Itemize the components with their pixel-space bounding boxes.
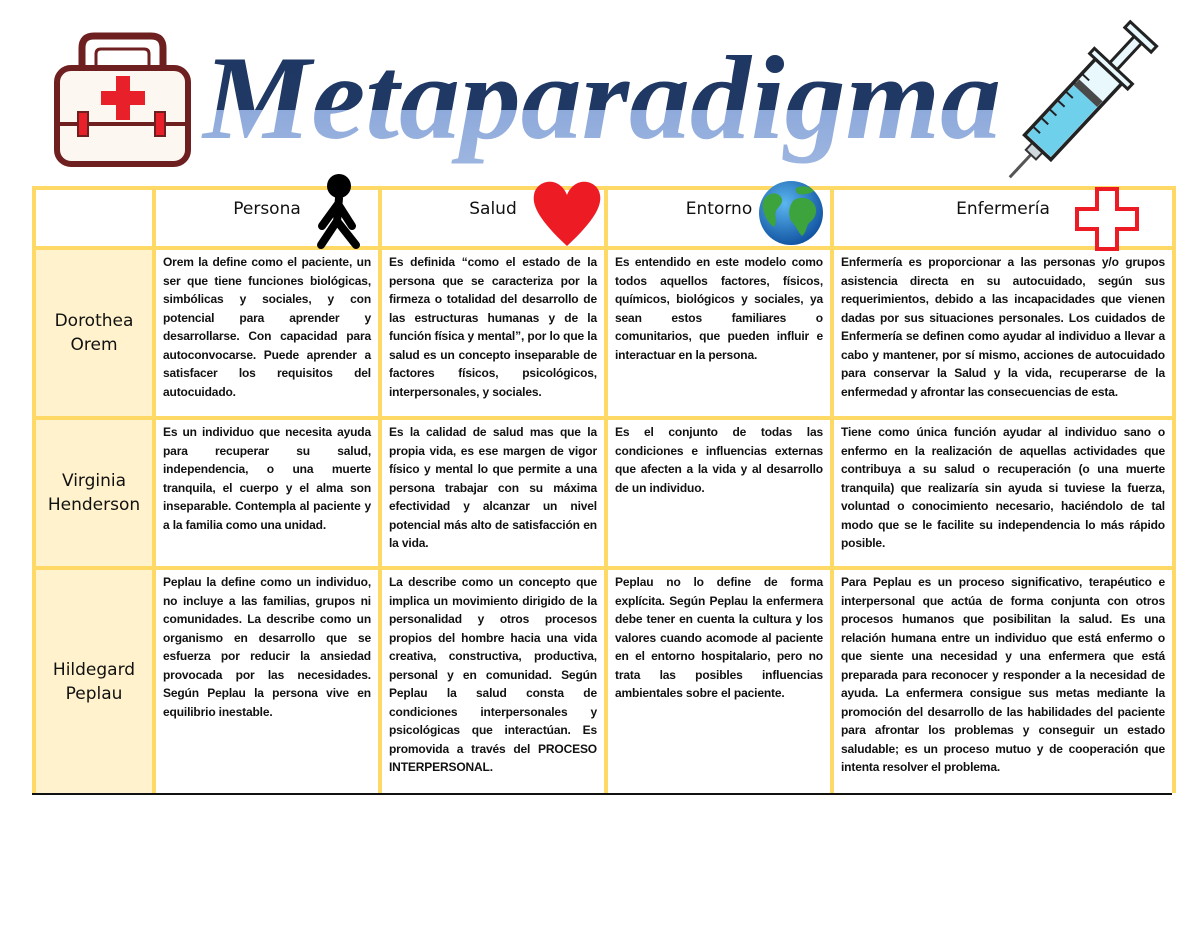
cell-persona: Orem la define como el paciente, un ser que tiene funciones biológicas, simbólicas y sociales, y con potencial para aprender y desarrollarse. Con capacidad para autoconvocarse. Puede aprender a satisfacer los requisitos del autocuidado. xyxy=(154,248,380,418)
cell-entorno: Peplau no lo define de forma explícita. Según Peplau la enfermera debe tener en cuenta la cultura y los valores cuando acomode al paciente en el entorno hospitalario, pero no trata las posibles influencias ambientales sobre el paciente. xyxy=(606,568,832,793)
author-cell xyxy=(34,248,154,418)
corner-cell xyxy=(34,188,154,248)
column-header-persona xyxy=(154,188,380,248)
syringe-icon xyxy=(991,16,1163,195)
cell-salud: Es la calidad de salud mas que la propia vida, es ese margen de vigor físico y mental lo que permite a una persona trabajar con su máxima efectividad y alcanzar un nivel potencial más alto de satisfacción en la vida. xyxy=(380,418,606,568)
page-title: Metaparadigma xyxy=(200,31,1001,164)
syringe-liquid xyxy=(1027,85,1097,157)
syringe-needle xyxy=(1010,155,1031,178)
syringe-flange xyxy=(1090,48,1133,89)
author-cell xyxy=(34,418,154,568)
author-name: Dorothea Orem xyxy=(54,311,134,355)
syringe-ticks xyxy=(1033,74,1089,133)
syringe-hub xyxy=(1026,143,1043,160)
table-row xyxy=(34,568,1174,793)
column-header-salud xyxy=(380,188,606,248)
cell-enfermeria: Enfermería es proporcionar a las personas y/o grupos asistencia directa en su autocuidado, según sus requerimientos, debido a las incapacidades que vienen dadas por sus situaciones personales. Los cuidados de Enfermería se definen como ayudar al individuo a llevar a cabo y mantener, por sí mismo, acciones de autocuidado para conservar la Salud y la vida, recuperarse de la enfermedad y afrontar las consecuencias de esta. xyxy=(832,248,1174,418)
first-aid-kit-icon xyxy=(57,36,188,164)
syringe-barrel xyxy=(1025,59,1122,160)
column-header-label: Persona xyxy=(233,199,301,219)
kit-latch-left xyxy=(78,112,88,136)
kit-cross xyxy=(101,76,145,120)
metaparadigm-table-container xyxy=(32,186,1172,795)
cell-persona: Peplau la define como un individuo, no incluye a las familias, grupos ni comunidades. La describe como un organismo en desarrollo que se esfuerza por reducir la ansiedad provocada por las necesidades. Según Peplau la persona vive en equilibrio inestable. xyxy=(154,568,380,793)
column-header-enfermeria xyxy=(832,188,1174,248)
metaparadigm-table xyxy=(32,186,1176,793)
column-header-label: Enfermería xyxy=(956,199,1050,219)
cell-entorno: Es entendido en este modelo como todos aquellos factores, físicos, químicos, biológicos y sociales, ya sean estos familiares o comunitarios, que pueden influir e interactuar en la persona. xyxy=(606,248,832,418)
author-cell xyxy=(34,568,154,793)
cell-persona: Es un individuo que necesita ayuda para recuperar su salud, independencia, o una muerte tranquila, el cuerpo y el alma son inseparable. Contempla al paciente y a la familia como una unidad. xyxy=(154,418,380,568)
table-header-row xyxy=(34,188,1174,248)
table-row xyxy=(34,248,1174,418)
column-header-entorno xyxy=(606,188,832,248)
kit-latch-right xyxy=(155,112,165,136)
cell-enfermeria: Tiene como única función ayudar al individuo sano o enfermo en la realización de aquellas actividades que contribuya a su salud o recuperación (o una muerte tranquila) que realizaría sin ayuda si tuviese la fuerza, voluntad o conocimiento necesario, haciéndolo de tal modo que se le facilite su independencia lo más rápido posible. xyxy=(832,418,1174,568)
cell-entorno: Es el conjunto de todas las condiciones e influencias externas que afecten a la vida y al desarrollo de un individuo. xyxy=(606,418,832,568)
cell-enfermeria: Para Peplau es un proceso significativo, terapéutico e interpersonal que actúa de forma conjunta con otros procesos humanos que posibilitan la salud. Es una relación humana entre un individuo que está enfermo o que siente una necesidad y una enfermera que está preparada para reconocer y responder a la necesidad de ayuda. La enfermera consigue sus metas mediante la promoción del desarrollo de las habilidades del paciente para afrontar los problemas y conseguir un estado saludable; es un proceso mutuo y de cooperación que intenta resolver el problema. xyxy=(832,568,1174,793)
syringe-cap xyxy=(1125,22,1157,52)
kit-body xyxy=(57,68,188,164)
syringe-plunger-seal xyxy=(1074,79,1103,107)
column-header-label: Salud xyxy=(469,199,517,219)
cell-salud: Es definida “como el estado de la persona que se caracteriza por la firmeza o totalidad del desarrollo de las estructuras humanas y de la función física y mental”, por lo que la salud es un concepto inseparable de factores físicos, psicológicos, interpersonales, y sociales. xyxy=(380,248,606,418)
column-header-label: Entorno xyxy=(685,199,753,219)
table-row xyxy=(34,418,1174,568)
syringe-rod xyxy=(1110,36,1142,69)
kit-handle-inner xyxy=(96,49,149,70)
cell-salud: La describe como un concepto que implica un movimiento dirigido de la personalidad y otros procesos propios del hombre hacia una vida creativa, constructiva, productiva, personal y en comunidad. Según Peplau la salud consta de condiciones interpersonales y psicológicas que interactúan. Es promovida a través del PROCESO INTERPERSONAL. xyxy=(380,568,606,793)
author-name: Virginia Henderson xyxy=(47,471,141,515)
kit-handle xyxy=(82,36,163,70)
author-name: Hildegard Peplau xyxy=(52,659,136,704)
